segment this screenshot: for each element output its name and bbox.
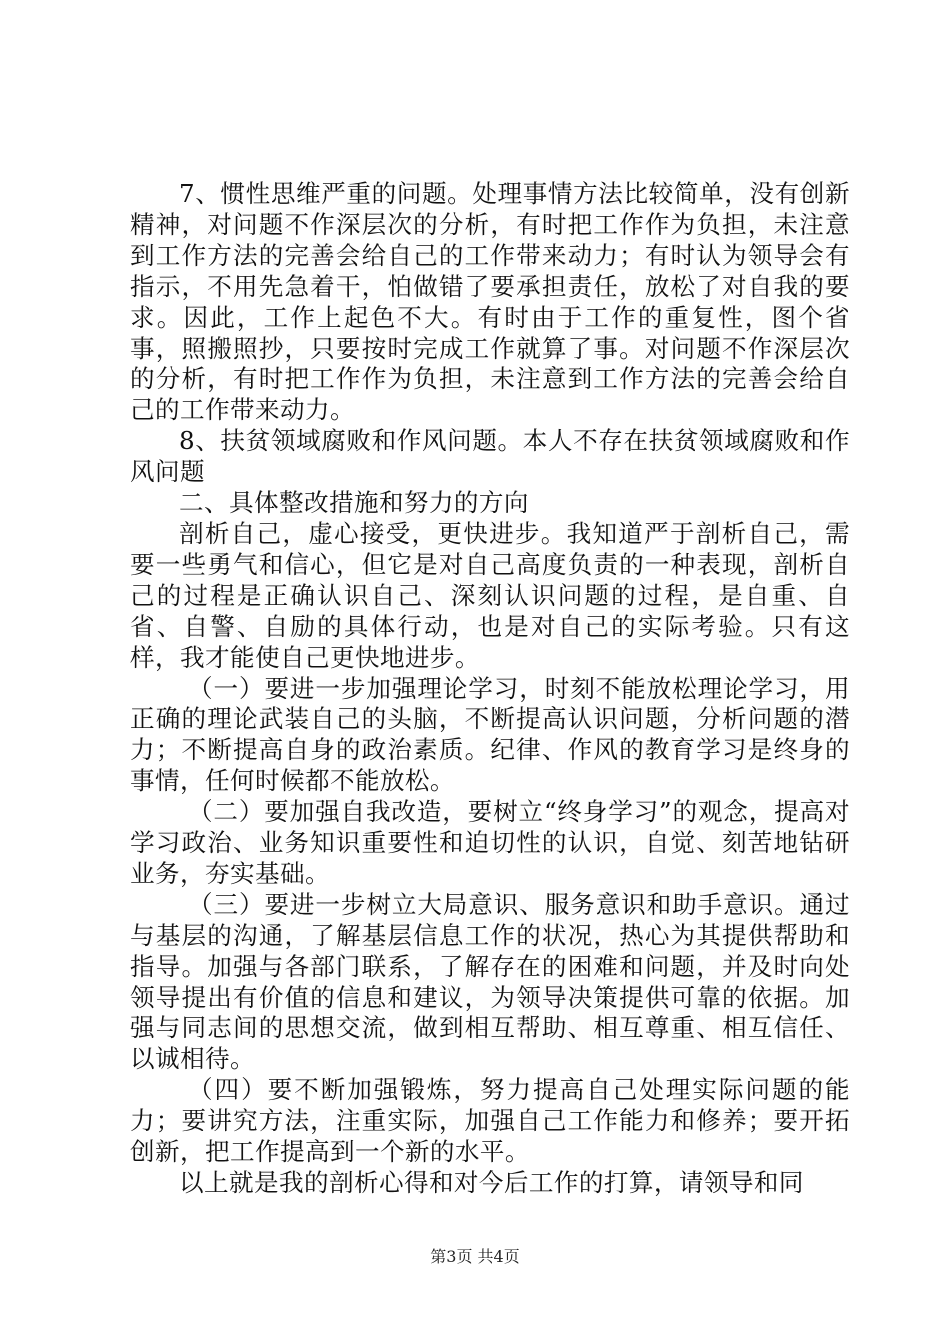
paragraph-intro: 剖析自己，虚心接受，更快进步。我知道严于剖析自己，需要一些勇气和信心，但它是对自己高度负责的一种表现，剖析自己的过程是正确认识自己、深刻认识问题的过程，是自重、自省、自警、自励的具体行动，也是对自己的实际考验。只有这样，我才能使自己更快地进步。 — [130, 518, 850, 672]
paragraph-measure-2: （二）要加强自我改造，要树立“终身学习”的观念，提高对学习政治、业务知识重要性和迫切性的认识，自觉、刻苦地钻研业务，夯实基础。 — [130, 797, 850, 888]
page-footer: 第3页 共4页 — [430, 1247, 520, 1266]
section-heading: 二、具体整改措施和努力的方向 — [179, 488, 529, 518]
paragraph-closing: 以上就是我的剖析心得和对今后工作的打算，请领导和同 — [179, 1168, 804, 1197]
paragraph-measure-3: （三）要进一步树立大局意识、服务意识和助手意识。通过与基层的沟通，了解基层信息工作的状况，热心为其提供帮助和指导。加强与各部门联系，了解存在的困难和问题，并及时向处领导提出有价值的信息和建议，为领导决策提供可靠的依据。加强与同志间的思想交流，做到相互帮助、相互尊重、相互信任、以诚相待。 — [130, 889, 850, 1074]
paragraph-item-8: 8、扶贫领域腐败和作风问题。本人不存在扶贫领域腐败和作风问题 — [130, 426, 850, 487]
paragraph-item-7: 7、惯性思维严重的问题。处理事情方法比较简单，没有创新精神，对问题不作深层次的分析，有时把工作作为负担，未注意到工作方法的完善会给自己的工作带来动力；有时认为领导会有指示，不用先急着干，怕做错了要承担责任，放松了对自我的要求。因此，工作上起色不大。有时由于工作的重复性，图个省事，照搬照抄，只要按时完成工作就算了事。对问题不作深层次的分析，有时把工作作为负担，未注意到工作方法的完善会给自己的工作带来动力。 — [130, 179, 850, 425]
document-body — [130, 179, 850, 1199]
paragraph-measure-1: （一）要进一步加强理论学习，时刻不能放松理论学习，用正确的理论武装自己的头脑，不断提高认识问题，分析问题的潜力；不断提高自身的政治素质。纪律、作风的教育学习是终身的事情，任何时候都不能放松。 — [130, 673, 850, 796]
paragraph-measure-4: （四）要不断加强锻炼，努力提高自己处理实际问题的能力；要讲究方法，注重实际，加强自己工作能力和修养；要开拓创新，把工作提高到一个新的水平。 — [130, 1075, 850, 1167]
